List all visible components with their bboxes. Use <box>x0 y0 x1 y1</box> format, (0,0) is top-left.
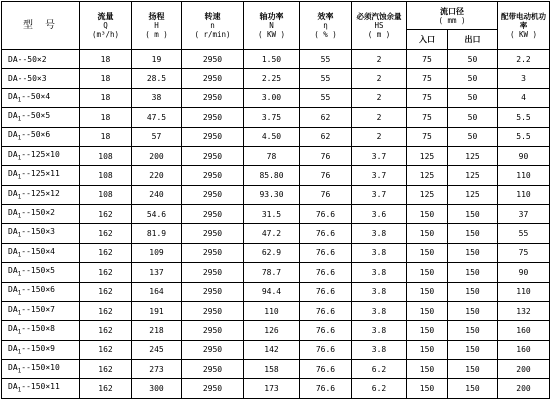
cell-shaft-power: 78 <box>244 146 300 165</box>
cell-speed: 2950 <box>182 263 244 282</box>
cell-inlet: 150 <box>407 301 448 320</box>
cell-model: $DA_1--50\times 5$ <box>2 108 80 127</box>
cell-flow: 162 <box>80 340 132 359</box>
cell-efficiency: 76.6 <box>300 360 352 379</box>
header-head-unit: ( m ) <box>145 30 168 39</box>
cell-head: 19 <box>132 50 182 69</box>
header-motor-power <box>498 2 550 50</box>
cell-inlet: 150 <box>407 282 448 301</box>
cell-model: $DA_1--150\times 11$ <box>2 379 80 399</box>
cell-model: DA--50×2 <box>2 50 80 69</box>
cell-flow: 108 <box>80 146 132 165</box>
header-shaft-power-symbol: N <box>269 21 274 30</box>
cell-head: 28.5 <box>132 69 182 88</box>
cell-outlet: 150 <box>448 340 498 359</box>
cell-flow: 162 <box>80 301 132 320</box>
header-head-symbol: H <box>154 21 159 30</box>
cell-model: $DA_1--150\times 7$ <box>2 301 80 320</box>
cell-outlet: 150 <box>448 360 498 379</box>
cell-inlet: 75 <box>407 88 448 107</box>
cell-head: 300 <box>132 379 182 399</box>
cell-speed: 2950 <box>182 224 244 243</box>
cell-outlet: 150 <box>448 321 498 340</box>
table-row <box>2 263 550 282</box>
cell-motor-power: 110 <box>498 185 550 204</box>
cell-shaft-power: 173 <box>244 379 300 399</box>
header-inlet-label: 入口 <box>419 35 435 44</box>
header-npsh-title: 必须汽蚀余量 <box>356 12 402 21</box>
cell-speed: 2950 <box>182 108 244 127</box>
header-efficiency-title: 效率 <box>317 12 334 21</box>
header-motor-power-title: 配带电动机功率 <box>501 12 546 30</box>
cell-flow: 18 <box>80 127 132 146</box>
cell-motor-power: 90 <box>498 146 550 165</box>
cell-outlet: 150 <box>448 224 498 243</box>
cell-npsh: 2 <box>352 108 407 127</box>
cell-motor-power: 5.5 <box>498 108 550 127</box>
cell-inlet: 125 <box>407 166 448 185</box>
cell-npsh: 3.6 <box>352 205 407 224</box>
cell-outlet: 50 <box>448 127 498 146</box>
cell-model: $DA_1--150\times 5$ <box>2 263 80 282</box>
table-row <box>2 50 550 69</box>
cell-head: 137 <box>132 263 182 282</box>
cell-flow: 162 <box>80 263 132 282</box>
cell-motor-power: 200 <box>498 379 550 399</box>
cell-motor-power: 90 <box>498 263 550 282</box>
cell-shaft-power: 4.50 <box>244 127 300 146</box>
cell-motor-power: 160 <box>498 321 550 340</box>
cell-speed: 2950 <box>182 360 244 379</box>
header-efficiency <box>300 2 352 50</box>
cell-outlet: 150 <box>448 282 498 301</box>
cell-model: $DA_1--125\times 12$ <box>2 185 80 204</box>
cell-motor-power: 110 <box>498 282 550 301</box>
pump-spec-table <box>1 1 550 399</box>
cell-inlet: 150 <box>407 224 448 243</box>
table-row <box>2 243 550 262</box>
cell-model: $DA_1--150\times 6$ <box>2 282 80 301</box>
cell-model: $DA_1--150\times 8$ <box>2 321 80 340</box>
header-head <box>132 2 182 50</box>
cell-outlet: 150 <box>448 263 498 282</box>
cell-inlet: 125 <box>407 185 448 204</box>
cell-speed: 2950 <box>182 321 244 340</box>
cell-shaft-power: 158 <box>244 360 300 379</box>
cell-efficiency: 76 <box>300 166 352 185</box>
cell-model: $DA_1--150\times 3$ <box>2 224 80 243</box>
cell-npsh: 3.8 <box>352 224 407 243</box>
cell-model: $DA_1--50\times 6$ <box>2 127 80 146</box>
cell-outlet: 50 <box>448 88 498 107</box>
header-head-title: 扬程 <box>148 12 165 21</box>
cell-model: $DA_1--150\times 2$ <box>2 205 80 224</box>
cell-shaft-power: 93.30 <box>244 185 300 204</box>
cell-model: $DA_1--125\times 11$ <box>2 166 80 185</box>
cell-head: 240 <box>132 185 182 204</box>
header-flow-title: 流量 <box>97 12 114 21</box>
cell-outlet: 125 <box>448 166 498 185</box>
cell-motor-power: 5.5 <box>498 127 550 146</box>
cell-flow: 108 <box>80 166 132 185</box>
cell-head: 47.5 <box>132 108 182 127</box>
cell-npsh: 3.7 <box>352 185 407 204</box>
cell-head: 245 <box>132 340 182 359</box>
table-row <box>2 205 550 224</box>
cell-model: $DA_1--50\times 4$ <box>2 88 80 107</box>
cell-head: 191 <box>132 301 182 320</box>
cell-flow: 18 <box>80 69 132 88</box>
cell-inlet: 150 <box>407 321 448 340</box>
cell-speed: 2950 <box>182 88 244 107</box>
header-npsh-unit: ( m ) <box>367 30 391 39</box>
cell-model: $DA_1--150\times 9$ <box>2 340 80 359</box>
cell-motor-power: 3 <box>498 69 550 88</box>
cell-flow: 162 <box>80 321 132 340</box>
cell-head: 200 <box>132 146 182 165</box>
cell-inlet: 75 <box>407 69 448 88</box>
header-shaft-power-title: 轴功率 <box>259 12 284 21</box>
cell-efficiency: 76.6 <box>300 224 352 243</box>
cell-shaft-power: 47.2 <box>244 224 300 243</box>
cell-model: $DA_1--150\times 4$ <box>2 243 80 262</box>
cell-efficiency: 62 <box>300 127 352 146</box>
cell-motor-power: 4 <box>498 88 550 107</box>
cell-shaft-power: 1.50 <box>244 50 300 69</box>
cell-shaft-power: 110 <box>244 301 300 320</box>
cell-flow: 162 <box>80 224 132 243</box>
table-row <box>2 340 550 359</box>
header-npsh-symbol: HS <box>374 21 384 30</box>
header-port-diameter <box>407 2 498 30</box>
header-port-diameter-title: 流口径 <box>440 6 464 16</box>
cell-motor-power: 55 <box>498 224 550 243</box>
header-efficiency-unit: ( % ) <box>314 30 337 39</box>
table-row <box>2 224 550 243</box>
cell-head: 218 <box>132 321 182 340</box>
cell-flow: 162 <box>80 282 132 301</box>
cell-efficiency: 76 <box>300 185 352 204</box>
table-row <box>2 321 550 340</box>
cell-speed: 2950 <box>182 185 244 204</box>
cell-speed: 2950 <box>182 205 244 224</box>
cell-outlet: 150 <box>448 379 498 399</box>
cell-speed: 2950 <box>182 69 244 88</box>
cell-motor-power: 160 <box>498 340 550 359</box>
cell-efficiency: 62 <box>300 108 352 127</box>
cell-efficiency: 76.6 <box>300 321 352 340</box>
cell-head: 81.9 <box>132 224 182 243</box>
cell-outlet: 125 <box>448 185 498 204</box>
header-flow <box>80 2 132 50</box>
table-body <box>2 50 550 399</box>
cell-speed: 2950 <box>182 379 244 399</box>
table-row <box>2 108 550 127</box>
header-speed-title: 转速 <box>204 12 221 21</box>
cell-head: 54.6 <box>132 205 182 224</box>
table-row <box>2 146 550 165</box>
cell-inlet: 150 <box>407 263 448 282</box>
header-npsh <box>352 2 407 50</box>
cell-flow: 162 <box>80 243 132 262</box>
header-speed-symbol: n <box>210 21 215 30</box>
header-efficiency-symbol: η <box>323 21 328 30</box>
cell-flow: 162 <box>80 360 132 379</box>
header-port-diameter-unit: ( mm ) <box>438 15 466 25</box>
cell-efficiency: 55 <box>300 50 352 69</box>
cell-model: $DA_1--125\times 10$ <box>2 146 80 165</box>
header-flow-symbol: Q <box>103 21 108 30</box>
cell-speed: 2950 <box>182 340 244 359</box>
cell-outlet: 50 <box>448 108 498 127</box>
cell-speed: 2950 <box>182 127 244 146</box>
cell-inlet: 150 <box>407 340 448 359</box>
cell-npsh: 3.7 <box>352 166 407 185</box>
table-row <box>2 185 550 204</box>
cell-shaft-power: 85.80 <box>244 166 300 185</box>
header-speed <box>182 2 244 50</box>
header-shaft-power <box>244 2 300 50</box>
cell-inlet: 75 <box>407 50 448 69</box>
cell-motor-power: 75 <box>498 243 550 262</box>
cell-speed: 2950 <box>182 146 244 165</box>
cell-efficiency: 76.6 <box>300 243 352 262</box>
cell-motor-power: 200 <box>498 360 550 379</box>
cell-efficiency: 76.6 <box>300 205 352 224</box>
cell-npsh: 2 <box>352 50 407 69</box>
cell-shaft-power: 3.00 <box>244 88 300 107</box>
cell-outlet: 150 <box>448 205 498 224</box>
cell-flow: 108 <box>80 185 132 204</box>
table-row <box>2 127 550 146</box>
cell-speed: 2950 <box>182 166 244 185</box>
header-motor-power-unit: ( KW ) <box>509 30 538 39</box>
table-row <box>2 360 550 379</box>
cell-shaft-power: 62.9 <box>244 243 300 262</box>
cell-efficiency: 76.6 <box>300 340 352 359</box>
cell-motor-power: 2.2 <box>498 50 550 69</box>
cell-npsh: 2 <box>352 127 407 146</box>
cell-efficiency: 76.6 <box>300 301 352 320</box>
cell-shaft-power: 2.25 <box>244 69 300 88</box>
cell-head: 220 <box>132 166 182 185</box>
cell-motor-power: 132 <box>498 301 550 320</box>
header-row-1 <box>2 2 550 30</box>
header-outlet-label: 出口 <box>464 35 481 44</box>
cell-flow: 162 <box>80 205 132 224</box>
cell-inlet: 150 <box>407 379 448 399</box>
cell-speed: 2950 <box>182 282 244 301</box>
cell-efficiency: 55 <box>300 69 352 88</box>
cell-flow: 18 <box>80 108 132 127</box>
cell-shaft-power: 78.7 <box>244 263 300 282</box>
table-row <box>2 379 550 399</box>
cell-npsh: 3.8 <box>352 321 407 340</box>
cell-inlet: 150 <box>407 243 448 262</box>
cell-outlet: 50 <box>448 69 498 88</box>
table-row <box>2 166 550 185</box>
cell-outlet: 125 <box>448 146 498 165</box>
cell-flow: 18 <box>80 50 132 69</box>
cell-efficiency: 76 <box>300 146 352 165</box>
table-row <box>2 69 550 88</box>
cell-head: 273 <box>132 360 182 379</box>
cell-shaft-power: 31.5 <box>244 205 300 224</box>
cell-npsh: 3.8 <box>352 340 407 359</box>
cell-shaft-power: 3.75 <box>244 108 300 127</box>
cell-shaft-power: 94.4 <box>244 282 300 301</box>
cell-efficiency: 76.6 <box>300 379 352 399</box>
table-row <box>2 282 550 301</box>
table-row <box>2 88 550 107</box>
cell-head: 57 <box>132 127 182 146</box>
cell-npsh: 2 <box>352 69 407 88</box>
cell-head: 164 <box>132 282 182 301</box>
cell-npsh: 3.8 <box>352 301 407 320</box>
cell-head: 38 <box>132 88 182 107</box>
cell-motor-power: 37 <box>498 205 550 224</box>
cell-npsh: 2 <box>352 88 407 107</box>
cell-inlet: 75 <box>407 108 448 127</box>
header-inlet <box>407 30 448 50</box>
cell-inlet: 150 <box>407 360 448 379</box>
cell-inlet: 75 <box>407 127 448 146</box>
cell-flow: 162 <box>80 379 132 399</box>
cell-speed: 2950 <box>182 50 244 69</box>
cell-head: 109 <box>132 243 182 262</box>
cell-efficiency: 76.6 <box>300 282 352 301</box>
cell-model: DA--50×3 <box>2 69 80 88</box>
cell-model: $DA_1--150\times 10$ <box>2 360 80 379</box>
cell-speed: 2950 <box>182 301 244 320</box>
cell-npsh: 3.8 <box>352 243 407 262</box>
cell-speed: 2950 <box>182 243 244 262</box>
header-outlet <box>448 30 498 50</box>
header-speed-unit: ( r/min) <box>194 30 231 39</box>
cell-motor-power: 110 <box>498 166 550 185</box>
header-model <box>2 2 80 50</box>
header-model-label: 型 号 <box>22 20 59 31</box>
header-shaft-power-unit: ( KW ) <box>257 30 286 39</box>
cell-outlet: 50 <box>448 50 498 69</box>
cell-inlet: 150 <box>407 205 448 224</box>
cell-shaft-power: 126 <box>244 321 300 340</box>
header-flow-unit: (m³/h) <box>91 30 120 39</box>
cell-npsh: 3.8 <box>352 282 407 301</box>
cell-shaft-power: 142 <box>244 340 300 359</box>
cell-npsh: 3.8 <box>352 263 407 282</box>
cell-npsh: 6.2 <box>352 360 407 379</box>
cell-outlet: 150 <box>448 243 498 262</box>
cell-flow: 18 <box>80 88 132 107</box>
cell-efficiency: 76.6 <box>300 263 352 282</box>
cell-npsh: 6.2 <box>352 379 407 399</box>
cell-efficiency: 55 <box>300 88 352 107</box>
table-row <box>2 301 550 320</box>
cell-npsh: 3.7 <box>352 146 407 165</box>
cell-outlet: 150 <box>448 301 498 320</box>
cell-inlet: 125 <box>407 146 448 165</box>
